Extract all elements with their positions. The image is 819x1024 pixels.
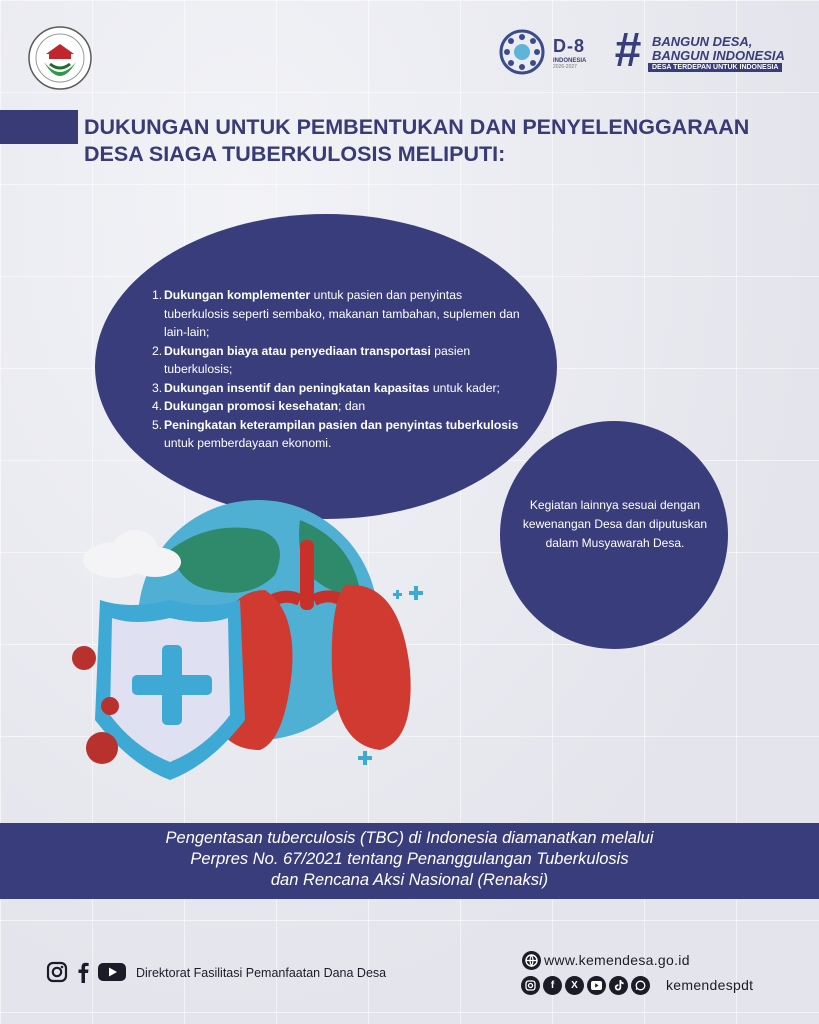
- footer-right-social-icons: [521, 976, 650, 995]
- shield-icon: [95, 600, 245, 780]
- whatsapp-icon[interactable]: [631, 976, 650, 995]
- website-link[interactable]: www.kemendesa.go.id: [544, 952, 690, 968]
- footer-social-icons: [46, 962, 126, 986]
- facebook-icon[interactable]: [76, 961, 90, 988]
- page-title: DUKUNGAN UNTUK PEMBENTUKAN DAN PENYELENGGARAAN DESA SIAGA TUBERKULOSIS MELIPUTI:: [84, 115, 750, 166]
- d8-years: 2026-2027: [553, 64, 577, 70]
- x-icon[interactable]: X: [565, 976, 584, 995]
- list-item: 5. Peningkatan keterampilan pasien dan penyintas tuberkulosis untuk pemberdayaan ekonomi.: [152, 417, 519, 450]
- instagram-icon[interactable]: [46, 961, 68, 988]
- youtube-icon[interactable]: [587, 976, 606, 995]
- facebook-icon[interactable]: f: [543, 976, 562, 995]
- regulation-line1: Pengentasan tuberculosis (TBC) di Indonesia diamanatkan melalui: [165, 829, 654, 847]
- d8-country: INDONESIA: [553, 58, 587, 64]
- d8-logo: [498, 28, 604, 78]
- tb-illustration: [60, 480, 440, 780]
- list-item: 1. Dukungan komplementer untuk pasien dan penyintas tuberkulosis seperti sembako, makanan tambahan, suplemen dan lain-lain;: [152, 288, 520, 339]
- list-item: 2. Dukungan biaya atau penyediaan transportasi pasien tuberkulosis;: [152, 343, 471, 376]
- regulation-line2: Perpres No. 67/2021 tentang Penanggulangan Tuberkulosis: [190, 850, 629, 868]
- globe-web-icon: [522, 951, 541, 975]
- support-list: [152, 286, 524, 453]
- campaign-line1: BANGUN DESA,: [652, 34, 753, 49]
- social-handle[interactable]: kemendespdt: [666, 977, 754, 993]
- other-activities-text: Kegiatan lainnya sesuai dengan kewenangan Desa dan diputuskan dalam Musyawarah Desa.: [522, 498, 708, 550]
- title-accent-bar: [0, 110, 78, 144]
- d8-title: D-8: [553, 36, 586, 56]
- list-item: 4. Dukungan promosi kesehatan; dan: [152, 399, 366, 413]
- hashtag-icon: #: [614, 24, 641, 77]
- instagram-icon[interactable]: [521, 976, 540, 995]
- list-item: 3. Dukungan insentif dan peningkatan kapasitas untuk kader;: [152, 380, 500, 395]
- regulation-text: [0, 828, 819, 891]
- tiktok-icon[interactable]: [609, 976, 628, 995]
- campaign-tagline: DESA TERDEPAN UNTUK INDONESIA: [648, 63, 782, 72]
- campaign-line2: BANGUN INDONESIA: [652, 48, 785, 63]
- cloud-icon: [83, 530, 181, 578]
- regulation-line3: dan Rencana Aksi Nasional (Renaksi): [270, 871, 549, 889]
- d8-text: [553, 36, 586, 70]
- directorate-name: Direktorat Fasilitasi Pemanfaatan Dana Desa: [136, 966, 387, 980]
- youtube-icon[interactable]: [98, 962, 126, 987]
- kemendes-logo: [28, 26, 92, 90]
